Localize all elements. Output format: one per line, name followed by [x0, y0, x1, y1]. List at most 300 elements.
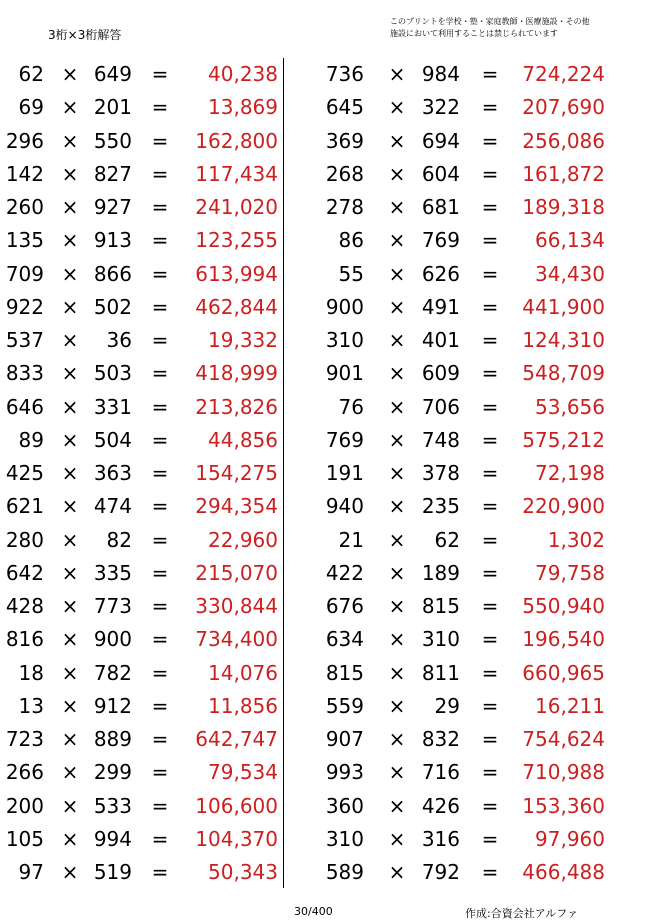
times-sign: × — [61, 394, 79, 419]
equals-sign: = — [481, 693, 499, 718]
problem-row — [290, 557, 620, 590]
multiplicand: 537 — [5, 328, 44, 352]
problem-row — [290, 590, 620, 623]
multiplicand: 62 — [18, 62, 44, 86]
multiplicand: 428 — [5, 594, 44, 618]
multiplier: 503 — [93, 361, 132, 386]
answer: 196,540 — [522, 627, 605, 652]
multiplier: 913 — [93, 228, 132, 253]
equals-sign: = — [151, 228, 169, 253]
answer: 123,255 — [195, 228, 278, 253]
multiplier: 716 — [421, 760, 460, 785]
answer: 734,400 — [195, 627, 278, 652]
answer: 50,343 — [208, 860, 278, 884]
multiplicand: 422 — [325, 560, 364, 585]
times-sign: × — [61, 294, 79, 319]
times-sign: × — [388, 361, 406, 386]
multiplicand: 645 — [325, 95, 364, 120]
equals-sign: = — [481, 294, 499, 319]
equals-sign: = — [151, 594, 169, 618]
problem-row — [290, 690, 620, 723]
times-sign: × — [61, 128, 79, 153]
problem-row — [290, 58, 620, 91]
problem-row — [0, 58, 283, 91]
multiplier: 299 — [93, 760, 132, 785]
multiplicand: 191 — [325, 461, 364, 485]
multiplier: 706 — [421, 394, 460, 419]
answer: 40,238 — [208, 62, 278, 86]
multiplier: 533 — [93, 793, 132, 818]
multiplicand: 296 — [5, 128, 44, 153]
multiplicand: 723 — [5, 727, 44, 751]
problem-row — [290, 91, 620, 124]
times-sign: × — [388, 461, 406, 485]
problem-row — [0, 391, 283, 424]
problem-row — [0, 191, 283, 224]
answer: 104,370 — [195, 826, 278, 851]
times-sign: × — [388, 627, 406, 652]
answer: 213,826 — [195, 394, 278, 419]
equals-sign: = — [481, 128, 499, 153]
answer: 754,624 — [522, 727, 605, 751]
multiplicand: 21 — [338, 527, 364, 552]
problem-row — [0, 424, 283, 457]
multiplicand: 940 — [325, 494, 364, 519]
multiplicand: 815 — [325, 660, 364, 685]
problem-row — [0, 790, 283, 823]
problem-row — [290, 457, 620, 490]
problem-row — [290, 524, 620, 557]
equals-sign: = — [481, 328, 499, 352]
equals-sign: = — [151, 128, 169, 153]
multiplier: 363 — [93, 461, 132, 485]
equals-sign: = — [151, 760, 169, 785]
multiplicand: 55 — [338, 261, 364, 286]
answer: 72,198 — [535, 461, 605, 485]
equals-sign: = — [481, 394, 499, 419]
times-sign: × — [61, 693, 79, 718]
times-sign: × — [61, 760, 79, 785]
times-sign: × — [388, 161, 406, 186]
answer: 79,534 — [208, 760, 278, 785]
multiplier: 626 — [421, 261, 460, 286]
answer: 441,900 — [522, 294, 605, 319]
multiplier: 782 — [93, 660, 132, 685]
times-sign: × — [61, 62, 79, 86]
times-sign: × — [388, 427, 406, 452]
answer: 724,224 — [522, 62, 605, 86]
multiplier: 681 — [421, 195, 460, 219]
equals-sign: = — [481, 527, 499, 552]
answer: 466,488 — [522, 860, 605, 884]
answer: 207,690 — [522, 95, 605, 120]
multiplicand: 266 — [5, 760, 44, 785]
times-sign: × — [388, 860, 406, 884]
equals-sign: = — [151, 560, 169, 585]
multiplier: 792 — [421, 860, 460, 884]
multiplier: 504 — [93, 427, 132, 452]
notice-line-2: 施設において利用することは禁じられています — [390, 29, 558, 38]
answer: 256,086 — [522, 128, 605, 153]
times-sign: × — [388, 527, 406, 552]
times-sign: × — [61, 95, 79, 120]
multiplicand: 69 — [18, 95, 44, 120]
multiplicand: 646 — [5, 394, 44, 419]
answer: 162,800 — [195, 128, 278, 153]
equals-sign: = — [151, 660, 169, 685]
problem-row — [0, 657, 283, 690]
multiplicand: 709 — [5, 261, 44, 286]
problem-row — [0, 856, 283, 889]
equals-sign: = — [481, 361, 499, 386]
multiplier: 29 — [434, 693, 460, 718]
answer: 22,960 — [208, 527, 278, 552]
equals-sign: = — [151, 62, 169, 86]
answer: 215,070 — [195, 560, 278, 585]
multiplicand: 900 — [325, 294, 364, 319]
equals-sign: = — [151, 427, 169, 452]
equals-sign: = — [151, 727, 169, 751]
multiplier: 36 — [106, 328, 132, 352]
multiplier: 502 — [93, 294, 132, 319]
problem-row — [0, 291, 283, 324]
equals-sign: = — [151, 461, 169, 485]
multiplicand: 833 — [5, 361, 44, 386]
multiplier: 474 — [93, 494, 132, 519]
answer: 16,211 — [535, 693, 605, 718]
multiplier: 769 — [421, 228, 460, 253]
multiplier: 815 — [421, 594, 460, 618]
answer: 550,940 — [522, 594, 605, 618]
answer: 124,310 — [522, 328, 605, 352]
equals-sign: = — [151, 527, 169, 552]
left-problem-column — [0, 58, 283, 889]
answer: 11,856 — [208, 693, 278, 718]
multiplicand: 369 — [325, 128, 364, 153]
problem-row — [0, 524, 283, 557]
times-sign: × — [61, 527, 79, 552]
problem-row — [0, 91, 283, 124]
multiplicand: 621 — [5, 494, 44, 519]
times-sign: × — [61, 494, 79, 519]
answer: 613,994 — [195, 261, 278, 286]
equals-sign: = — [481, 560, 499, 585]
multiplicand: 901 — [325, 361, 364, 386]
multiplier: 912 — [93, 693, 132, 718]
multiplicand: 97 — [18, 860, 44, 884]
multiplier: 335 — [93, 560, 132, 585]
times-sign: × — [388, 261, 406, 286]
equals-sign: = — [151, 294, 169, 319]
equals-sign: = — [481, 627, 499, 652]
times-sign: × — [61, 560, 79, 585]
multiplier: 201 — [93, 95, 132, 120]
equals-sign: = — [151, 328, 169, 352]
problem-row — [290, 623, 620, 656]
equals-sign: = — [481, 461, 499, 485]
multiplier: 189 — [421, 560, 460, 585]
problem-row — [290, 191, 620, 224]
times-sign: × — [388, 727, 406, 751]
problem-row — [0, 224, 283, 257]
problem-row — [0, 324, 283, 357]
problem-row — [0, 557, 283, 590]
problem-row — [0, 158, 283, 191]
times-sign: × — [61, 860, 79, 884]
usage-notice — [390, 16, 640, 40]
problem-row — [290, 324, 620, 357]
equals-sign: = — [481, 826, 499, 851]
multiplier: 235 — [421, 494, 460, 519]
multiplicand: 76 — [338, 394, 364, 419]
answer: 14,076 — [208, 660, 278, 685]
answer: 53,656 — [535, 394, 605, 419]
multiplicand: 907 — [325, 727, 364, 751]
problem-row — [0, 590, 283, 623]
answer: 44,856 — [208, 427, 278, 452]
multiplier: 889 — [93, 727, 132, 751]
equals-sign: = — [151, 195, 169, 219]
times-sign: × — [61, 826, 79, 851]
multiplier: 82 — [106, 527, 132, 552]
multiplicand: 769 — [325, 427, 364, 452]
answer: 418,999 — [195, 361, 278, 386]
times-sign: × — [61, 461, 79, 485]
problem-row — [0, 125, 283, 158]
multiplicand: 268 — [325, 161, 364, 186]
answer: 79,758 — [535, 560, 605, 585]
multiplicand: 105 — [5, 826, 44, 851]
times-sign: × — [61, 594, 79, 618]
problem-row — [290, 823, 620, 856]
times-sign: × — [388, 560, 406, 585]
problem-row — [290, 224, 620, 257]
answer: 660,965 — [522, 660, 605, 685]
multiplicand: 634 — [325, 627, 364, 652]
multiplicand: 278 — [325, 195, 364, 219]
multiplier: 316 — [421, 826, 460, 851]
equals-sign: = — [151, 826, 169, 851]
multiplier: 984 — [421, 62, 460, 86]
times-sign: × — [61, 328, 79, 352]
times-sign: × — [388, 62, 406, 86]
equals-sign: = — [151, 161, 169, 186]
equals-sign: = — [481, 95, 499, 120]
problem-row — [0, 723, 283, 756]
equals-sign: = — [481, 62, 499, 86]
equals-sign: = — [151, 860, 169, 884]
answer: 642,747 — [195, 727, 278, 751]
multiplier: 310 — [421, 627, 460, 652]
multiplier: 604 — [421, 161, 460, 186]
equals-sign: = — [481, 860, 499, 884]
equals-sign: = — [151, 261, 169, 286]
multiplier: 927 — [93, 195, 132, 219]
multiplier: 866 — [93, 261, 132, 286]
problem-row — [290, 756, 620, 789]
times-sign: × — [388, 328, 406, 352]
multiplicand: 200 — [5, 793, 44, 818]
times-sign: × — [61, 261, 79, 286]
multiplier: 649 — [93, 62, 132, 86]
equals-sign: = — [151, 394, 169, 419]
times-sign: × — [61, 660, 79, 685]
multiplicand: 676 — [325, 594, 364, 618]
multiplier: 773 — [93, 594, 132, 618]
multiplicand: 425 — [5, 461, 44, 485]
multiplier: 378 — [421, 461, 460, 485]
multiplicand: 816 — [5, 627, 44, 652]
equals-sign: = — [481, 195, 499, 219]
multiplier: 694 — [421, 128, 460, 153]
answer: 34,430 — [535, 261, 605, 286]
page-number: 30/400 — [294, 905, 333, 918]
times-sign: × — [388, 594, 406, 618]
multiplicand: 360 — [325, 793, 364, 818]
multiplier: 426 — [421, 793, 460, 818]
column-divider — [283, 58, 284, 888]
answer: 66,134 — [535, 228, 605, 253]
multiplier: 62 — [434, 527, 460, 552]
problem-row — [290, 657, 620, 690]
right-problem-column — [290, 58, 620, 889]
answer: 575,212 — [522, 427, 605, 452]
problem-row — [290, 391, 620, 424]
times-sign: × — [61, 727, 79, 751]
answer: 330,844 — [195, 594, 278, 618]
problem-row — [0, 823, 283, 856]
multiplicand: 310 — [325, 826, 364, 851]
equals-sign: = — [481, 760, 499, 785]
multiplicand: 736 — [325, 62, 364, 86]
multiplier: 331 — [93, 394, 132, 419]
equals-sign: = — [481, 161, 499, 186]
multiplicand: 142 — [5, 161, 44, 186]
answer: 13,869 — [208, 95, 278, 120]
equals-sign: = — [481, 261, 499, 286]
multiplicand: 18 — [18, 660, 44, 685]
problem-row — [0, 690, 283, 723]
multiplicand: 86 — [338, 228, 364, 253]
equals-sign: = — [481, 727, 499, 751]
equals-sign: = — [481, 660, 499, 685]
multiplier: 827 — [93, 161, 132, 186]
multiplier: 832 — [421, 727, 460, 751]
answer: 97,960 — [535, 826, 605, 851]
times-sign: × — [61, 627, 79, 652]
answer: 220,900 — [522, 494, 605, 519]
problem-row — [0, 457, 283, 490]
problem-row — [290, 357, 620, 390]
equals-sign: = — [481, 228, 499, 253]
times-sign: × — [61, 361, 79, 386]
answer: 154,275 — [195, 461, 278, 485]
multiplicand: 280 — [5, 527, 44, 552]
answer: 189,318 — [522, 195, 605, 219]
problem-row — [290, 856, 620, 889]
multiplier: 994 — [93, 826, 132, 851]
multiplier: 491 — [421, 294, 460, 319]
multiplicand: 993 — [325, 760, 364, 785]
worksheet-title: 3桁×3桁解答 — [48, 28, 122, 42]
problem-row — [290, 723, 620, 756]
answer: 106,600 — [195, 793, 278, 818]
equals-sign: = — [481, 494, 499, 519]
equals-sign: = — [481, 427, 499, 452]
multiplier: 519 — [93, 860, 132, 884]
equals-sign: = — [151, 95, 169, 120]
multiplier: 900 — [93, 627, 132, 652]
times-sign: × — [388, 394, 406, 419]
multiplicand: 260 — [5, 195, 44, 219]
multiplicand: 642 — [5, 560, 44, 585]
equals-sign: = — [481, 793, 499, 818]
problem-row — [290, 125, 620, 158]
problem-row — [290, 158, 620, 191]
equals-sign: = — [151, 494, 169, 519]
answer: 548,709 — [522, 361, 605, 386]
times-sign: × — [388, 693, 406, 718]
times-sign: × — [388, 128, 406, 153]
times-sign: × — [388, 660, 406, 685]
problem-row — [0, 258, 283, 291]
equals-sign: = — [151, 627, 169, 652]
problem-row — [290, 790, 620, 823]
multiplicand: 922 — [5, 294, 44, 319]
answer: 294,354 — [195, 494, 278, 519]
multiplicand: 310 — [325, 328, 364, 352]
equals-sign: = — [151, 361, 169, 386]
problem-row — [0, 623, 283, 656]
answer: 710,988 — [522, 760, 605, 785]
problem-row — [290, 258, 620, 291]
author-credit: 作成:合資会社アルファ — [465, 907, 579, 920]
times-sign: × — [388, 195, 406, 219]
times-sign: × — [61, 793, 79, 818]
problem-row — [290, 424, 620, 457]
multiplier: 748 — [421, 427, 460, 452]
multiplier: 401 — [421, 328, 460, 352]
answer: 462,844 — [195, 294, 278, 319]
multiplier: 609 — [421, 361, 460, 386]
times-sign: × — [388, 760, 406, 785]
notice-line-1: このプリントを学校・塾・家庭教師・医療施設・その他 — [390, 17, 590, 26]
multiplicand: 589 — [325, 860, 364, 884]
times-sign: × — [388, 793, 406, 818]
problem-row — [0, 490, 283, 523]
multiplier: 550 — [93, 128, 132, 153]
times-sign: × — [61, 161, 79, 186]
times-sign: × — [61, 195, 79, 219]
multiplicand: 135 — [5, 228, 44, 253]
equals-sign: = — [151, 693, 169, 718]
equals-sign: = — [481, 594, 499, 618]
equals-sign: = — [151, 793, 169, 818]
times-sign: × — [388, 228, 406, 253]
answer: 161,872 — [522, 161, 605, 186]
problem-row — [290, 291, 620, 324]
times-sign: × — [388, 294, 406, 319]
answer: 241,020 — [195, 195, 278, 219]
problem-row — [290, 490, 620, 523]
answer: 117,434 — [195, 161, 278, 186]
times-sign: × — [388, 95, 406, 120]
times-sign: × — [388, 494, 406, 519]
times-sign: × — [61, 228, 79, 253]
problem-row — [0, 357, 283, 390]
multiplier: 811 — [421, 660, 460, 685]
multiplicand: 559 — [325, 693, 364, 718]
